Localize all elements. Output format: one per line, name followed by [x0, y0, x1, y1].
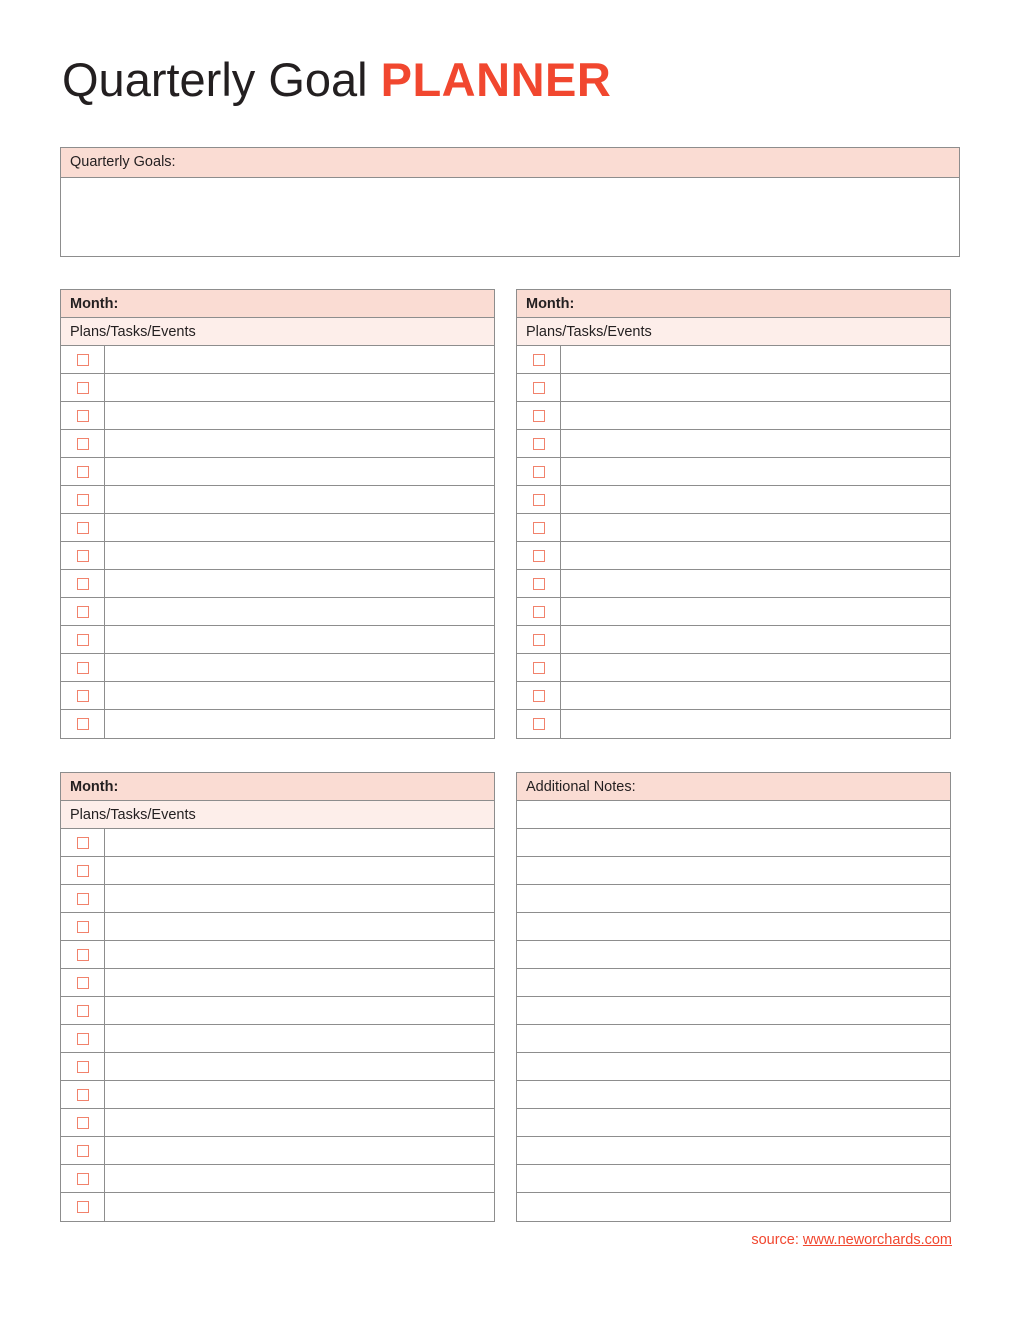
task-input[interactable]: [561, 570, 950, 597]
task-input[interactable]: [105, 710, 494, 738]
checkbox-cell[interactable]: [61, 1025, 105, 1052]
table-row: [61, 654, 494, 682]
note-line[interactable]: [517, 1165, 950, 1193]
checkbox-cell[interactable]: [517, 682, 561, 709]
table-row: [61, 1137, 494, 1165]
task-input[interactable]: [105, 542, 494, 569]
note-line[interactable]: [517, 1109, 950, 1137]
checkbox-cell[interactable]: [517, 710, 561, 738]
checkbox-icon[interactable]: [77, 494, 89, 506]
table-row: [517, 430, 950, 458]
table-row: [61, 710, 494, 738]
table-row: [61, 626, 494, 654]
checkbox-icon[interactable]: [77, 634, 89, 646]
checkbox-icon[interactable]: [77, 1173, 89, 1185]
additional-notes-rows: [517, 801, 950, 1221]
note-line[interactable]: [517, 885, 950, 913]
task-input[interactable]: [105, 402, 494, 429]
task-input[interactable]: [105, 654, 494, 681]
checkbox-cell[interactable]: [517, 514, 561, 541]
checkbox-icon[interactable]: [77, 718, 89, 730]
table-row: [61, 346, 494, 374]
checkbox-icon[interactable]: [77, 466, 89, 478]
checkbox-cell[interactable]: [517, 458, 561, 485]
month-1-header: Month:: [61, 290, 494, 318]
checkbox-cell[interactable]: [61, 1109, 105, 1136]
checkbox-icon[interactable]: [77, 837, 89, 849]
task-input[interactable]: [105, 430, 494, 457]
checkbox-cell[interactable]: [61, 710, 105, 738]
task-input[interactable]: [105, 941, 494, 968]
task-input[interactable]: [561, 710, 950, 738]
checkbox-icon[interactable]: [77, 1061, 89, 1073]
table-row: [61, 969, 494, 997]
task-input[interactable]: [105, 570, 494, 597]
task-input[interactable]: [105, 1109, 494, 1136]
table-row: [517, 570, 950, 598]
table-row: [61, 997, 494, 1025]
checkbox-icon[interactable]: [77, 522, 89, 534]
checkbox-icon[interactable]: [77, 578, 89, 590]
task-input[interactable]: [561, 374, 950, 401]
task-input[interactable]: [105, 682, 494, 709]
table-row: [61, 430, 494, 458]
checkbox-icon[interactable]: [533, 634, 545, 646]
checkbox-cell[interactable]: [517, 402, 561, 429]
checkbox-icon[interactable]: [533, 494, 545, 506]
checkbox-cell[interactable]: [61, 1081, 105, 1108]
checkbox-cell[interactable]: [61, 913, 105, 940]
checkbox-cell[interactable]: [61, 1053, 105, 1080]
checkbox-icon[interactable]: [77, 977, 89, 989]
table-row: [61, 941, 494, 969]
month-table-2: [516, 289, 951, 739]
note-line[interactable]: [517, 941, 950, 969]
task-input[interactable]: [105, 857, 494, 884]
table-row: [517, 654, 950, 682]
table-row: [61, 1053, 494, 1081]
checkbox-icon[interactable]: [533, 354, 545, 366]
checkbox-cell[interactable]: [517, 570, 561, 597]
month-2-subheader: Plans/Tasks/Events: [517, 318, 950, 346]
month-2-header: Month:: [517, 290, 950, 318]
table-row: [517, 682, 950, 710]
note-line[interactable]: [517, 997, 950, 1025]
quarterly-goals-section: [60, 147, 960, 257]
checkbox-cell[interactable]: [517, 374, 561, 401]
checkbox-icon[interactable]: [77, 354, 89, 366]
table-row: [517, 458, 950, 486]
checkbox-icon[interactable]: [77, 865, 89, 877]
table-row: [61, 486, 494, 514]
month-table-3: [60, 772, 495, 1222]
task-input[interactable]: [105, 458, 494, 485]
task-input[interactable]: [561, 486, 950, 513]
checkbox-cell[interactable]: [517, 654, 561, 681]
task-input[interactable]: [561, 598, 950, 625]
table-row: [61, 1081, 494, 1109]
checkbox-icon[interactable]: [533, 466, 545, 478]
source-credit: [751, 1232, 952, 1248]
task-input[interactable]: [561, 682, 950, 709]
checkbox-icon[interactable]: [77, 893, 89, 905]
checkbox-icon[interactable]: [533, 718, 545, 730]
checkbox-cell[interactable]: [517, 542, 561, 569]
checkbox-icon[interactable]: [533, 662, 545, 674]
checkbox-icon[interactable]: [77, 949, 89, 961]
checkbox-cell[interactable]: [61, 542, 105, 569]
table-row: [61, 885, 494, 913]
month-1-subheader: Plans/Tasks/Events: [61, 318, 494, 346]
checkbox-cell[interactable]: [61, 430, 105, 457]
table-row: [61, 1025, 494, 1053]
checkbox-icon[interactable]: [77, 1089, 89, 1101]
task-input[interactable]: [561, 542, 950, 569]
checkbox-icon[interactable]: [77, 606, 89, 618]
checkbox-icon[interactable]: [77, 382, 89, 394]
checkbox-icon[interactable]: [77, 1033, 89, 1045]
task-input[interactable]: [105, 1053, 494, 1080]
task-input[interactable]: [105, 346, 494, 373]
checkbox-icon[interactable]: [533, 438, 545, 450]
table-row: [517, 710, 950, 738]
checkbox-icon[interactable]: [77, 921, 89, 933]
task-input[interactable]: [561, 346, 950, 373]
checkbox-icon[interactable]: [533, 550, 545, 562]
additional-notes-header: Additional Notes:: [517, 773, 950, 801]
checkbox-icon[interactable]: [533, 606, 545, 618]
task-input[interactable]: [105, 626, 494, 653]
checkbox-icon[interactable]: [77, 690, 89, 702]
checkbox-cell[interactable]: [61, 570, 105, 597]
task-input[interactable]: [561, 402, 950, 429]
table-row: [517, 402, 950, 430]
quarterly-goals-writing-area[interactable]: [61, 178, 959, 256]
table-row: [517, 542, 950, 570]
task-input[interactable]: [105, 997, 494, 1024]
note-line[interactable]: [517, 1137, 950, 1165]
table-row: [61, 829, 494, 857]
table-row: [61, 374, 494, 402]
checkbox-icon[interactable]: [77, 1201, 89, 1213]
checkbox-cell[interactable]: [61, 1165, 105, 1192]
note-line[interactable]: [517, 913, 950, 941]
checkbox-icon[interactable]: [77, 662, 89, 674]
checkbox-cell[interactable]: [517, 346, 561, 373]
task-input[interactable]: [105, 514, 494, 541]
checkbox-icon[interactable]: [77, 550, 89, 562]
checkbox-icon[interactable]: [77, 1005, 89, 1017]
checkbox-cell[interactable]: [61, 486, 105, 513]
checkbox-icon[interactable]: [533, 578, 545, 590]
task-input[interactable]: [105, 598, 494, 625]
task-input[interactable]: [105, 885, 494, 912]
task-input[interactable]: [561, 430, 950, 457]
month-table-1: [60, 289, 495, 739]
checkbox-cell[interactable]: [61, 1137, 105, 1164]
table-row: [61, 1193, 494, 1221]
task-input[interactable]: [105, 374, 494, 401]
table-row: [61, 458, 494, 486]
note-line[interactable]: [517, 969, 950, 997]
checkbox-icon[interactable]: [533, 382, 545, 394]
checkbox-cell[interactable]: [61, 829, 105, 856]
month-1-rows: [61, 346, 494, 738]
table-row: [61, 598, 494, 626]
checkbox-cell[interactable]: [517, 430, 561, 457]
checkbox-cell[interactable]: [61, 969, 105, 996]
source-label: source:: [751, 1232, 803, 1248]
table-row: [61, 857, 494, 885]
checkbox-cell[interactable]: [61, 374, 105, 401]
table-row: [517, 374, 950, 402]
note-line[interactable]: [517, 829, 950, 857]
checkbox-cell[interactable]: [61, 997, 105, 1024]
checkbox-cell[interactable]: [61, 514, 105, 541]
checkbox-cell[interactable]: [61, 941, 105, 968]
checkbox-cell[interactable]: [61, 654, 105, 681]
table-row: [61, 682, 494, 710]
table-row: [517, 598, 950, 626]
table-row: [61, 570, 494, 598]
table-row: [61, 402, 494, 430]
table-row: [61, 1165, 494, 1193]
task-input[interactable]: [105, 829, 494, 856]
task-input[interactable]: [561, 514, 950, 541]
task-input[interactable]: [105, 486, 494, 513]
table-row: [61, 514, 494, 542]
task-input[interactable]: [105, 913, 494, 940]
checkbox-cell[interactable]: [517, 626, 561, 653]
month-3-rows: [61, 829, 494, 1221]
checkbox-cell[interactable]: [61, 346, 105, 373]
quarterly-goals-header: Quarterly Goals:: [61, 148, 959, 178]
checkbox-cell[interactable]: [61, 1193, 105, 1221]
page-title-accent: PLANNER: [380, 53, 612, 106]
table-row: [517, 626, 950, 654]
checkbox-cell[interactable]: [61, 682, 105, 709]
table-row: [61, 913, 494, 941]
checkbox-icon[interactable]: [533, 522, 545, 534]
checkbox-cell[interactable]: [61, 857, 105, 884]
table-row: [61, 542, 494, 570]
table-row: [517, 514, 950, 542]
checkbox-cell[interactable]: [517, 598, 561, 625]
checkbox-cell[interactable]: [517, 486, 561, 513]
note-line[interactable]: [517, 1025, 950, 1053]
checkbox-cell[interactable]: [61, 598, 105, 625]
table-row: [517, 346, 950, 374]
additional-notes-section: [516, 772, 951, 1222]
task-input[interactable]: [105, 1081, 494, 1108]
checkbox-cell[interactable]: [61, 458, 105, 485]
note-line[interactable]: [517, 857, 950, 885]
task-input[interactable]: [561, 458, 950, 485]
task-input[interactable]: [105, 1025, 494, 1052]
note-line[interactable]: [517, 801, 950, 829]
task-input[interactable]: [561, 654, 950, 681]
note-line[interactable]: [517, 1193, 950, 1221]
task-input[interactable]: [105, 969, 494, 996]
checkbox-icon[interactable]: [77, 410, 89, 422]
checkbox-cell[interactable]: [61, 626, 105, 653]
task-input[interactable]: [105, 1193, 494, 1221]
task-input[interactable]: [105, 1165, 494, 1192]
checkbox-cell[interactable]: [61, 402, 105, 429]
task-input[interactable]: [105, 1137, 494, 1164]
checkbox-icon[interactable]: [533, 690, 545, 702]
month-3-header: Month:: [61, 773, 494, 801]
checkbox-icon[interactable]: [77, 438, 89, 450]
page-title: [62, 52, 962, 122]
checkbox-icon[interactable]: [77, 1145, 89, 1157]
task-input[interactable]: [561, 626, 950, 653]
checkbox-cell[interactable]: [61, 885, 105, 912]
table-row: [517, 486, 950, 514]
page-title-main: Quarterly Goal: [62, 53, 368, 106]
checkbox-icon[interactable]: [77, 1117, 89, 1129]
month-2-rows: [517, 346, 950, 738]
source-link[interactable]: www.neworchards.com: [802, 1232, 952, 1248]
table-row: [61, 1109, 494, 1137]
note-line[interactable]: [517, 1053, 950, 1081]
note-line[interactable]: [517, 1081, 950, 1109]
month-3-subheader: Plans/Tasks/Events: [61, 801, 494, 829]
checkbox-icon[interactable]: [533, 410, 545, 422]
